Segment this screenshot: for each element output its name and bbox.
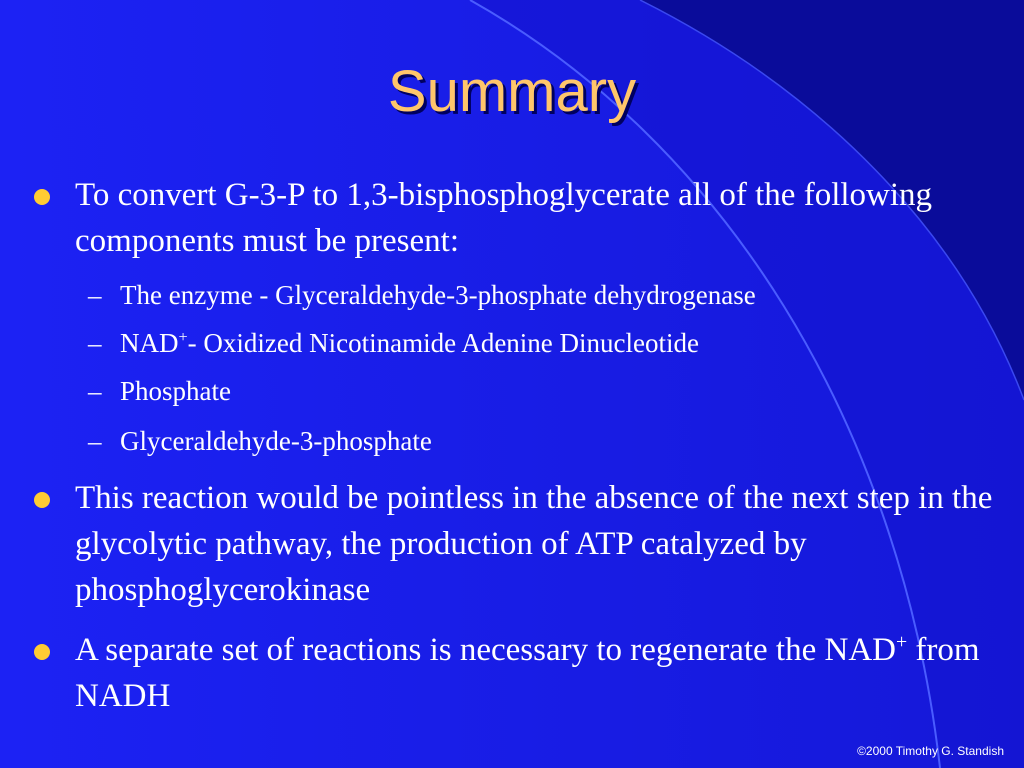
bullet-dot-icon: [34, 189, 50, 205]
slide-title: Summary: [387, 59, 637, 124]
bullet-dot-icon: [34, 492, 50, 508]
bullet-text-3: [75, 627, 1015, 719]
dash-icon: –: [88, 280, 102, 310]
superscript-plus: +: [896, 631, 908, 653]
bullet-text-2: This reaction would be pointless in the absence of the next step in the glycolytic pathway, the production of ATP catalyzed by phosphoglycerokinase: [75, 480, 993, 608]
dash-icon: –: [88, 328, 102, 358]
copyright-footer: ©2000 Timothy G. Standish: [857, 744, 1004, 758]
bullet-text-1: To convert G-3-P to 1,3-bisphosphoglycerate all of the following components must be present:: [75, 177, 933, 259]
superscript-plus: +: [178, 328, 188, 346]
bullet-text-3-main: A separate set of reactions is necessary to regenerate the NAD: [75, 632, 896, 668]
bullet-dot-icon: [34, 644, 50, 660]
sub-item-text: [120, 326, 699, 360]
dash-icon: –: [88, 376, 102, 406]
nad-label: NAD: [120, 328, 179, 358]
dash-icon: –: [88, 426, 102, 456]
sub-item-text: Phosphate: [120, 376, 231, 406]
bullet-text-3-end: from NADH: [75, 632, 980, 714]
nad-description: - Oxidized Nicotinamide Adenine Dinucleotide: [187, 328, 699, 358]
sub-item-text: The enzyme - Glyceraldehyde-3-phosphate dehydrogenase: [120, 280, 756, 310]
sub-item-text: Glyceraldehyde-3-phosphate: [120, 426, 432, 456]
